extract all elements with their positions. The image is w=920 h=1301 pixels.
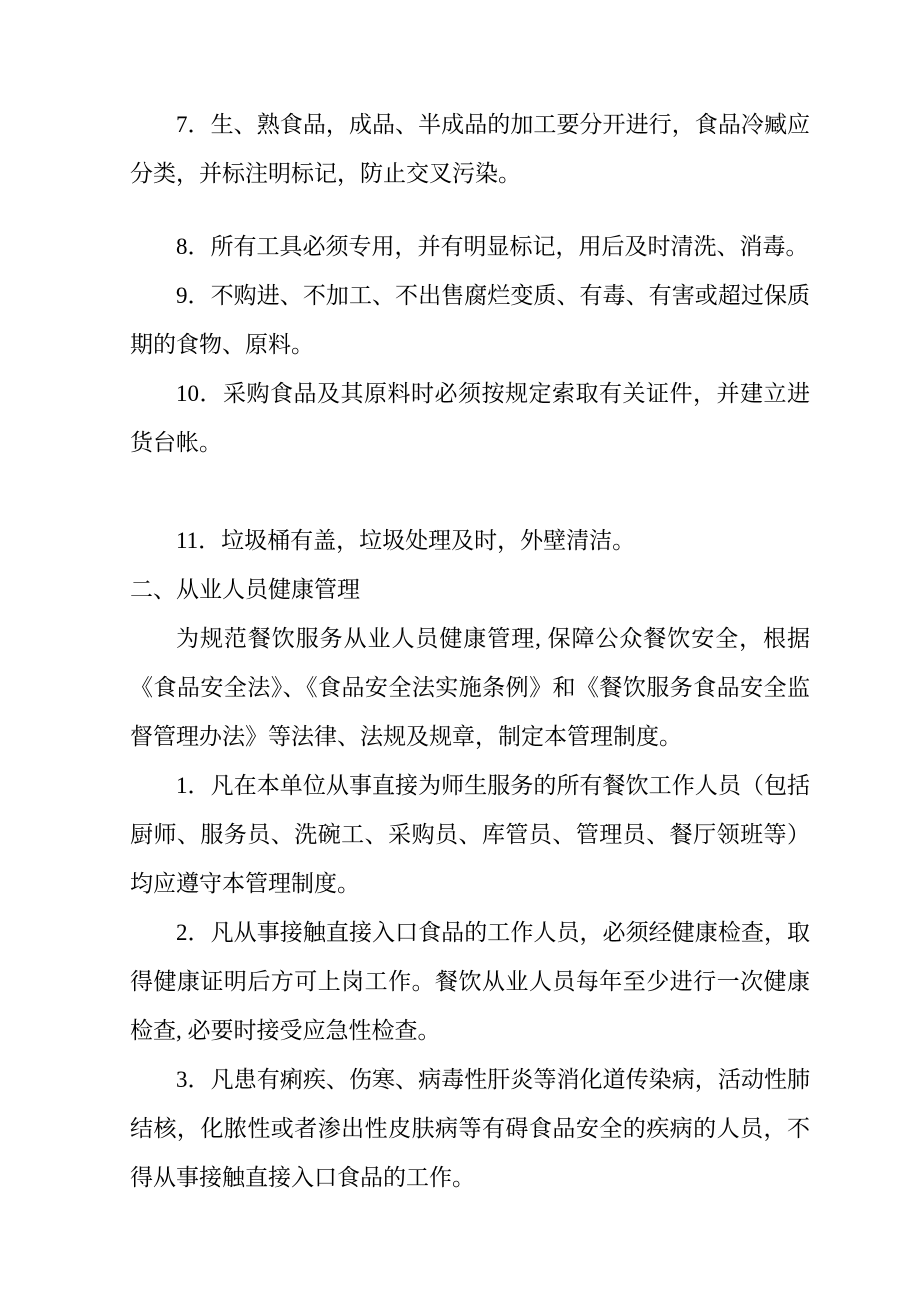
paragraph-item-11: 11．垃圾桶有盖，垃圾处理及时，外壁清洁。 (176, 528, 636, 553)
paragraph-section-intro: 为规范餐饮服务从业人员健康管理, 保障公众餐饮安全，根据《食品安全法》、《食品安全法实施条例》和《餐饮服务食品安全监督管理办法》等法律、法规及规章，制定本管理制度。 (130, 626, 810, 749)
paragraph-item-10: 10．采购食品及其原料时必须按规定索取有关证件，并建立进货台帐。 (130, 381, 810, 455)
paragraph-item-7: 7．生、熟食品，成品、半成品的加工要分开进行，食品冷臧应分类，并标注明标记，防止交叉污染。 (130, 112, 810, 186)
paragraph-item-2: 2．凡从事接触直接入口食品的工作人员，必须经健康检查，取得健康证明后方可上岗工作。餐饮从业人员每年至少进行一次健康检查, 必要时接受应急性检查。 (130, 920, 810, 1043)
paragraph-item-9: 9．不购进、不加工、不出售腐烂变质、有毒、有害或超过保质期的食物、原料。 (130, 283, 810, 357)
section-heading: 二、从业人员健康管理 (130, 577, 360, 602)
paragraph-item-3: 3．凡患有痢疾、伤寒、病毒性肝炎等消化道传染病，活动性肺结核，化脓性或者渗出性皮肤病等有碍食品安全的疾病的人员，不得从事接触直接入口食品的工作。 (130, 1067, 810, 1190)
paragraph-item-1: 1．凡在本单位从事直接为师生服务的所有餐饮工作人员（包括厨师、服务员、洗碗工、采购员、库管员、管理员、餐厅领班等）均应遵守本管理制度。 (130, 773, 810, 896)
paragraph-item-8: 8．所有工具必须专用，并有明显标记，用后及时清洗、消毒。 (176, 234, 809, 259)
